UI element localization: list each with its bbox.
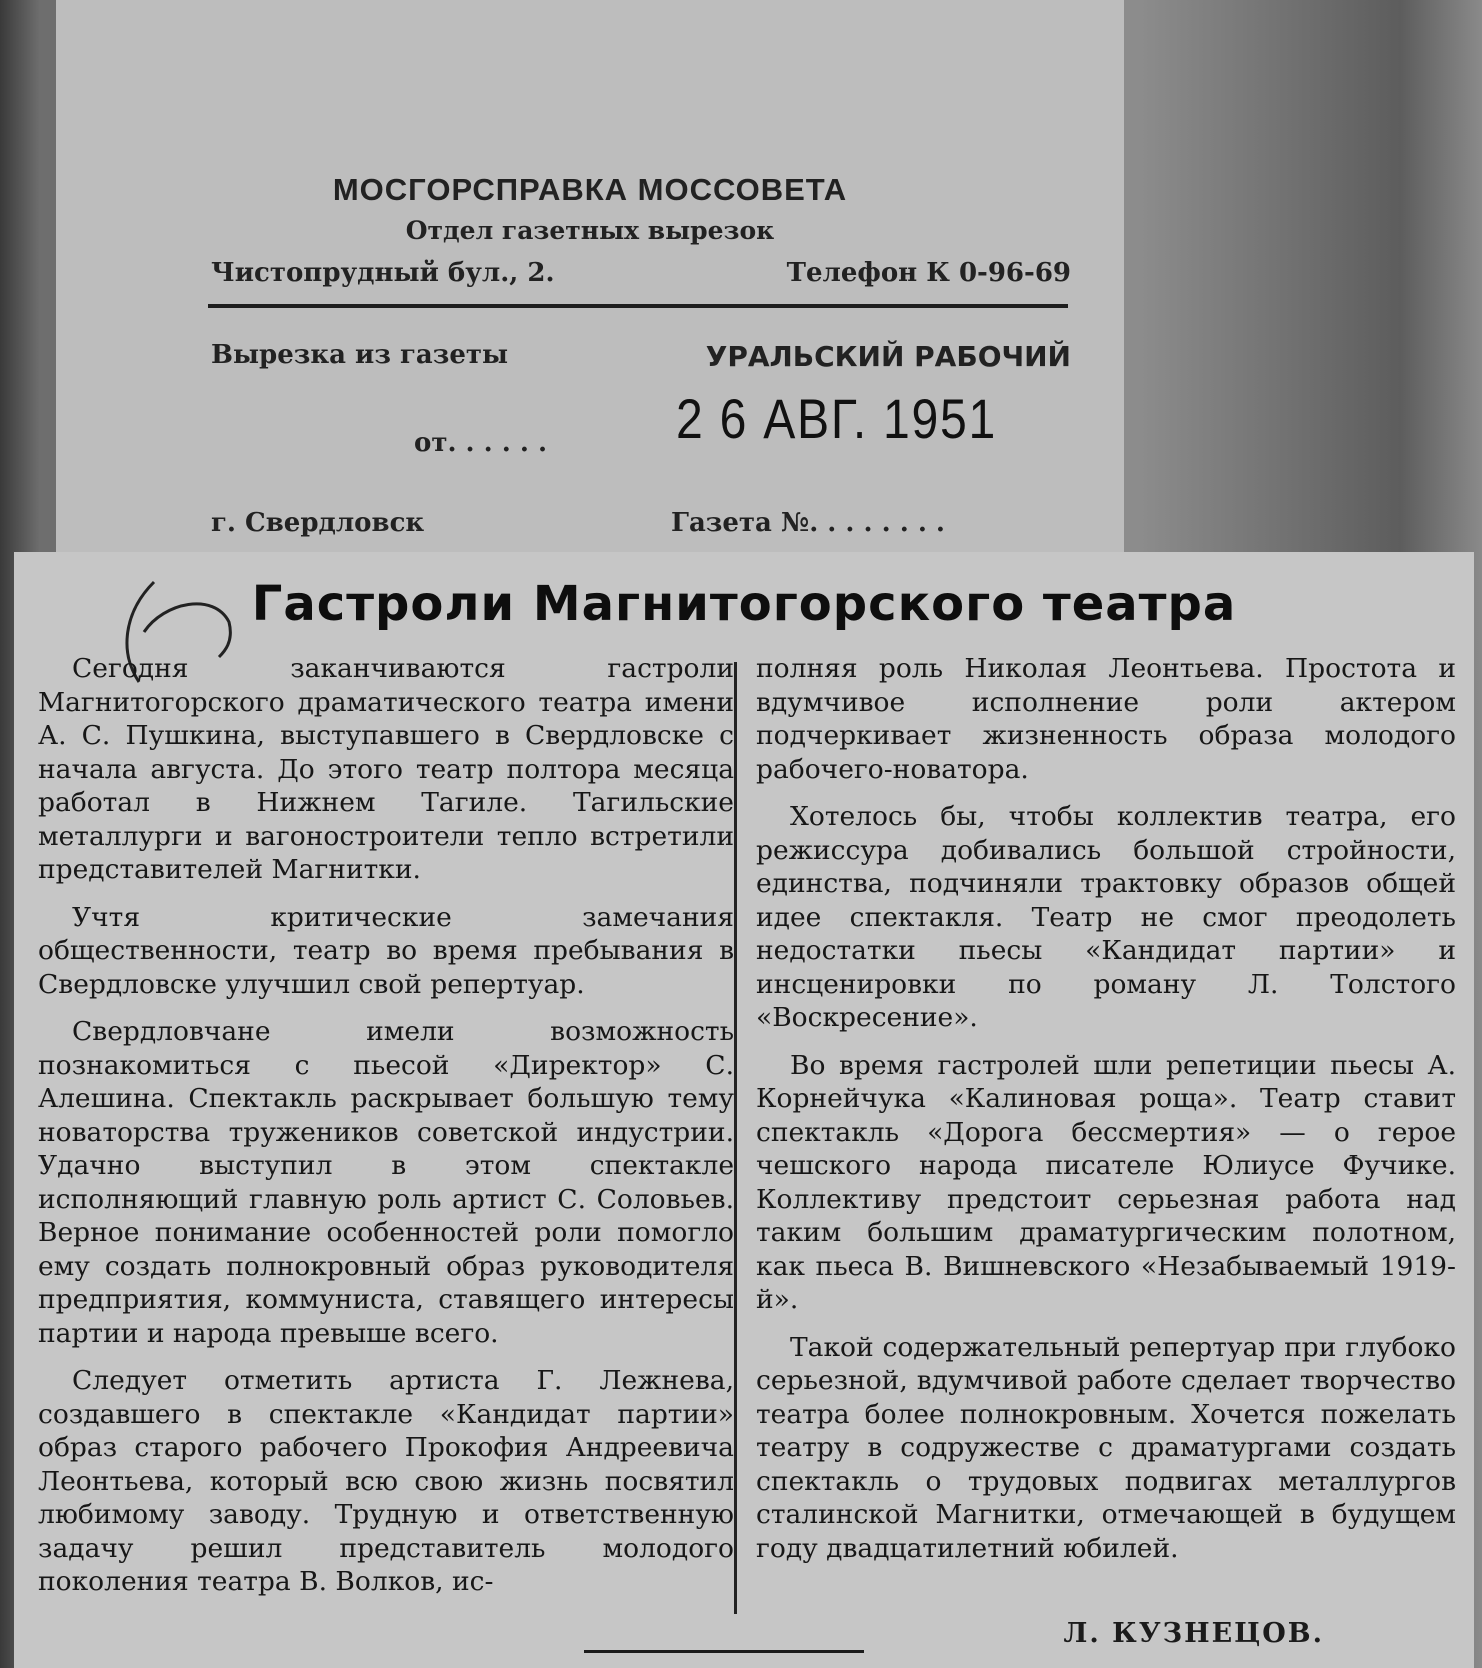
card-city-row — [211, 508, 1071, 538]
clipping-service-card — [56, 0, 1124, 580]
card-subtitle: Отдел газетных вырезок — [405, 216, 775, 245]
paragraph: Следует отметить артиста Г. Лежнева, создавшего в спектакле «Кандидат партии» образ старого рабочего Прокофия Андреевича Леонтьева, который всю свою жизнь посвятил любимому заводу. Трудную и ответственную задачу решил представитель молодого поколения театра В. Волков, ис- — [38, 1365, 734, 1597]
bottom-ornament — [584, 1650, 864, 1653]
date-stamp: 2 6 АВГ. 1951 — [676, 387, 998, 450]
date-label: от. . . . . . — [414, 428, 548, 458]
paragraph: Во время гастролей шли репетиции пьесы А. Корнейчука «Калиновая роща». Театр ставит спектакль «Дорога бессмертия» — о герое чешского народа писателе Юлиусе Фучике. Коллективу предстоит серьезная работа над таким большим драматургическим полотном, как пьеса В. Вишневского «Незабываемый 1919-й». — [756, 1049, 1456, 1315]
paragraph: Такой содержательный репертуар при глубоко серьезной, вдумчивой работе сделает творчество театра более полнокровным. Хочется пожелать театру в содружестве с драматургами создать спектакль о трудовых подвигах металлургов сталинской Магнитки, отмечающей в будущем году двадцатилетний юбилей. — [756, 1331, 1456, 1564]
card-address: Чистопрудный бул., 2. — [211, 258, 555, 288]
issue-label: Газета №. . . . . . . . — [671, 508, 945, 538]
newspaper-clipping — [14, 552, 1474, 1668]
paragraph: Сегодня заканчиваются гастроли Магнитогорского драматического театра имени А. С. Пушкина, выступавшего в Свердловске с начала августа. До этого театр полтора месяца работал в Нижнем Тагиле. Тагильские металлурги и вагоностроители тепло встретили представителей Магнитки. — [38, 653, 734, 885]
paragraph: Свердловчане имели возможность познакомиться с пьесой «Директор» С. Алешина. Спектакль раскрывает большую тему новаторства тружеников советской индустрии. Удачно выступил в этом спектакле исполняющий главную роль артист С. Соловьев. Верное понимание особенностей роли помогло ему создать полнокровный образ руководителя предприятия, коммуниста, ставящего интересы партии и народа превыше всего. — [38, 1016, 734, 1349]
card-contact-row — [211, 258, 1071, 288]
author-signature: Л. КУЗНЕЦОВ. — [1063, 1618, 1324, 1649]
card-title: МОСГОРСПРАВКА МОССОВЕТА — [332, 172, 848, 207]
paragraph: Хотелось бы, чтобы коллектив театра, его режиссура добивались большой стройности, единства, подчиняли трактовку образов общей идее спектакля. Театр не смог преодолеть недостатки пьесы «Кандидат партии» и инсценировки по роману Л. Толстого «Воскресение». — [756, 801, 1456, 1033]
clipping-label: Вырезка из газеты — [211, 340, 509, 370]
newspaper-name: УРАЛЬСКИЙ РАБОЧИЙ — [705, 340, 1071, 373]
city-label: г. Свердловск — [211, 508, 425, 538]
article-right-column — [756, 652, 1456, 1579]
article-headline: Гастроли Магнитогорского театра — [251, 576, 1237, 632]
card-divider — [208, 304, 1068, 308]
paragraph: полняя роль Николая Леонтьева. Простота и вдумчивое исполнение роли актером подчеркивает жизненность образа молодого рабочего-новатора. — [756, 653, 1456, 785]
paragraph: Учтя критические замечания общественности, театр во время пребывания в Свердловске улучшил свой репертуар. — [38, 901, 734, 1000]
article-left-column — [38, 652, 734, 1613]
column-divider — [734, 662, 737, 1614]
card-newspaper-row — [211, 340, 1071, 373]
card-phone: Телефон К 0-96-69 — [786, 258, 1071, 288]
